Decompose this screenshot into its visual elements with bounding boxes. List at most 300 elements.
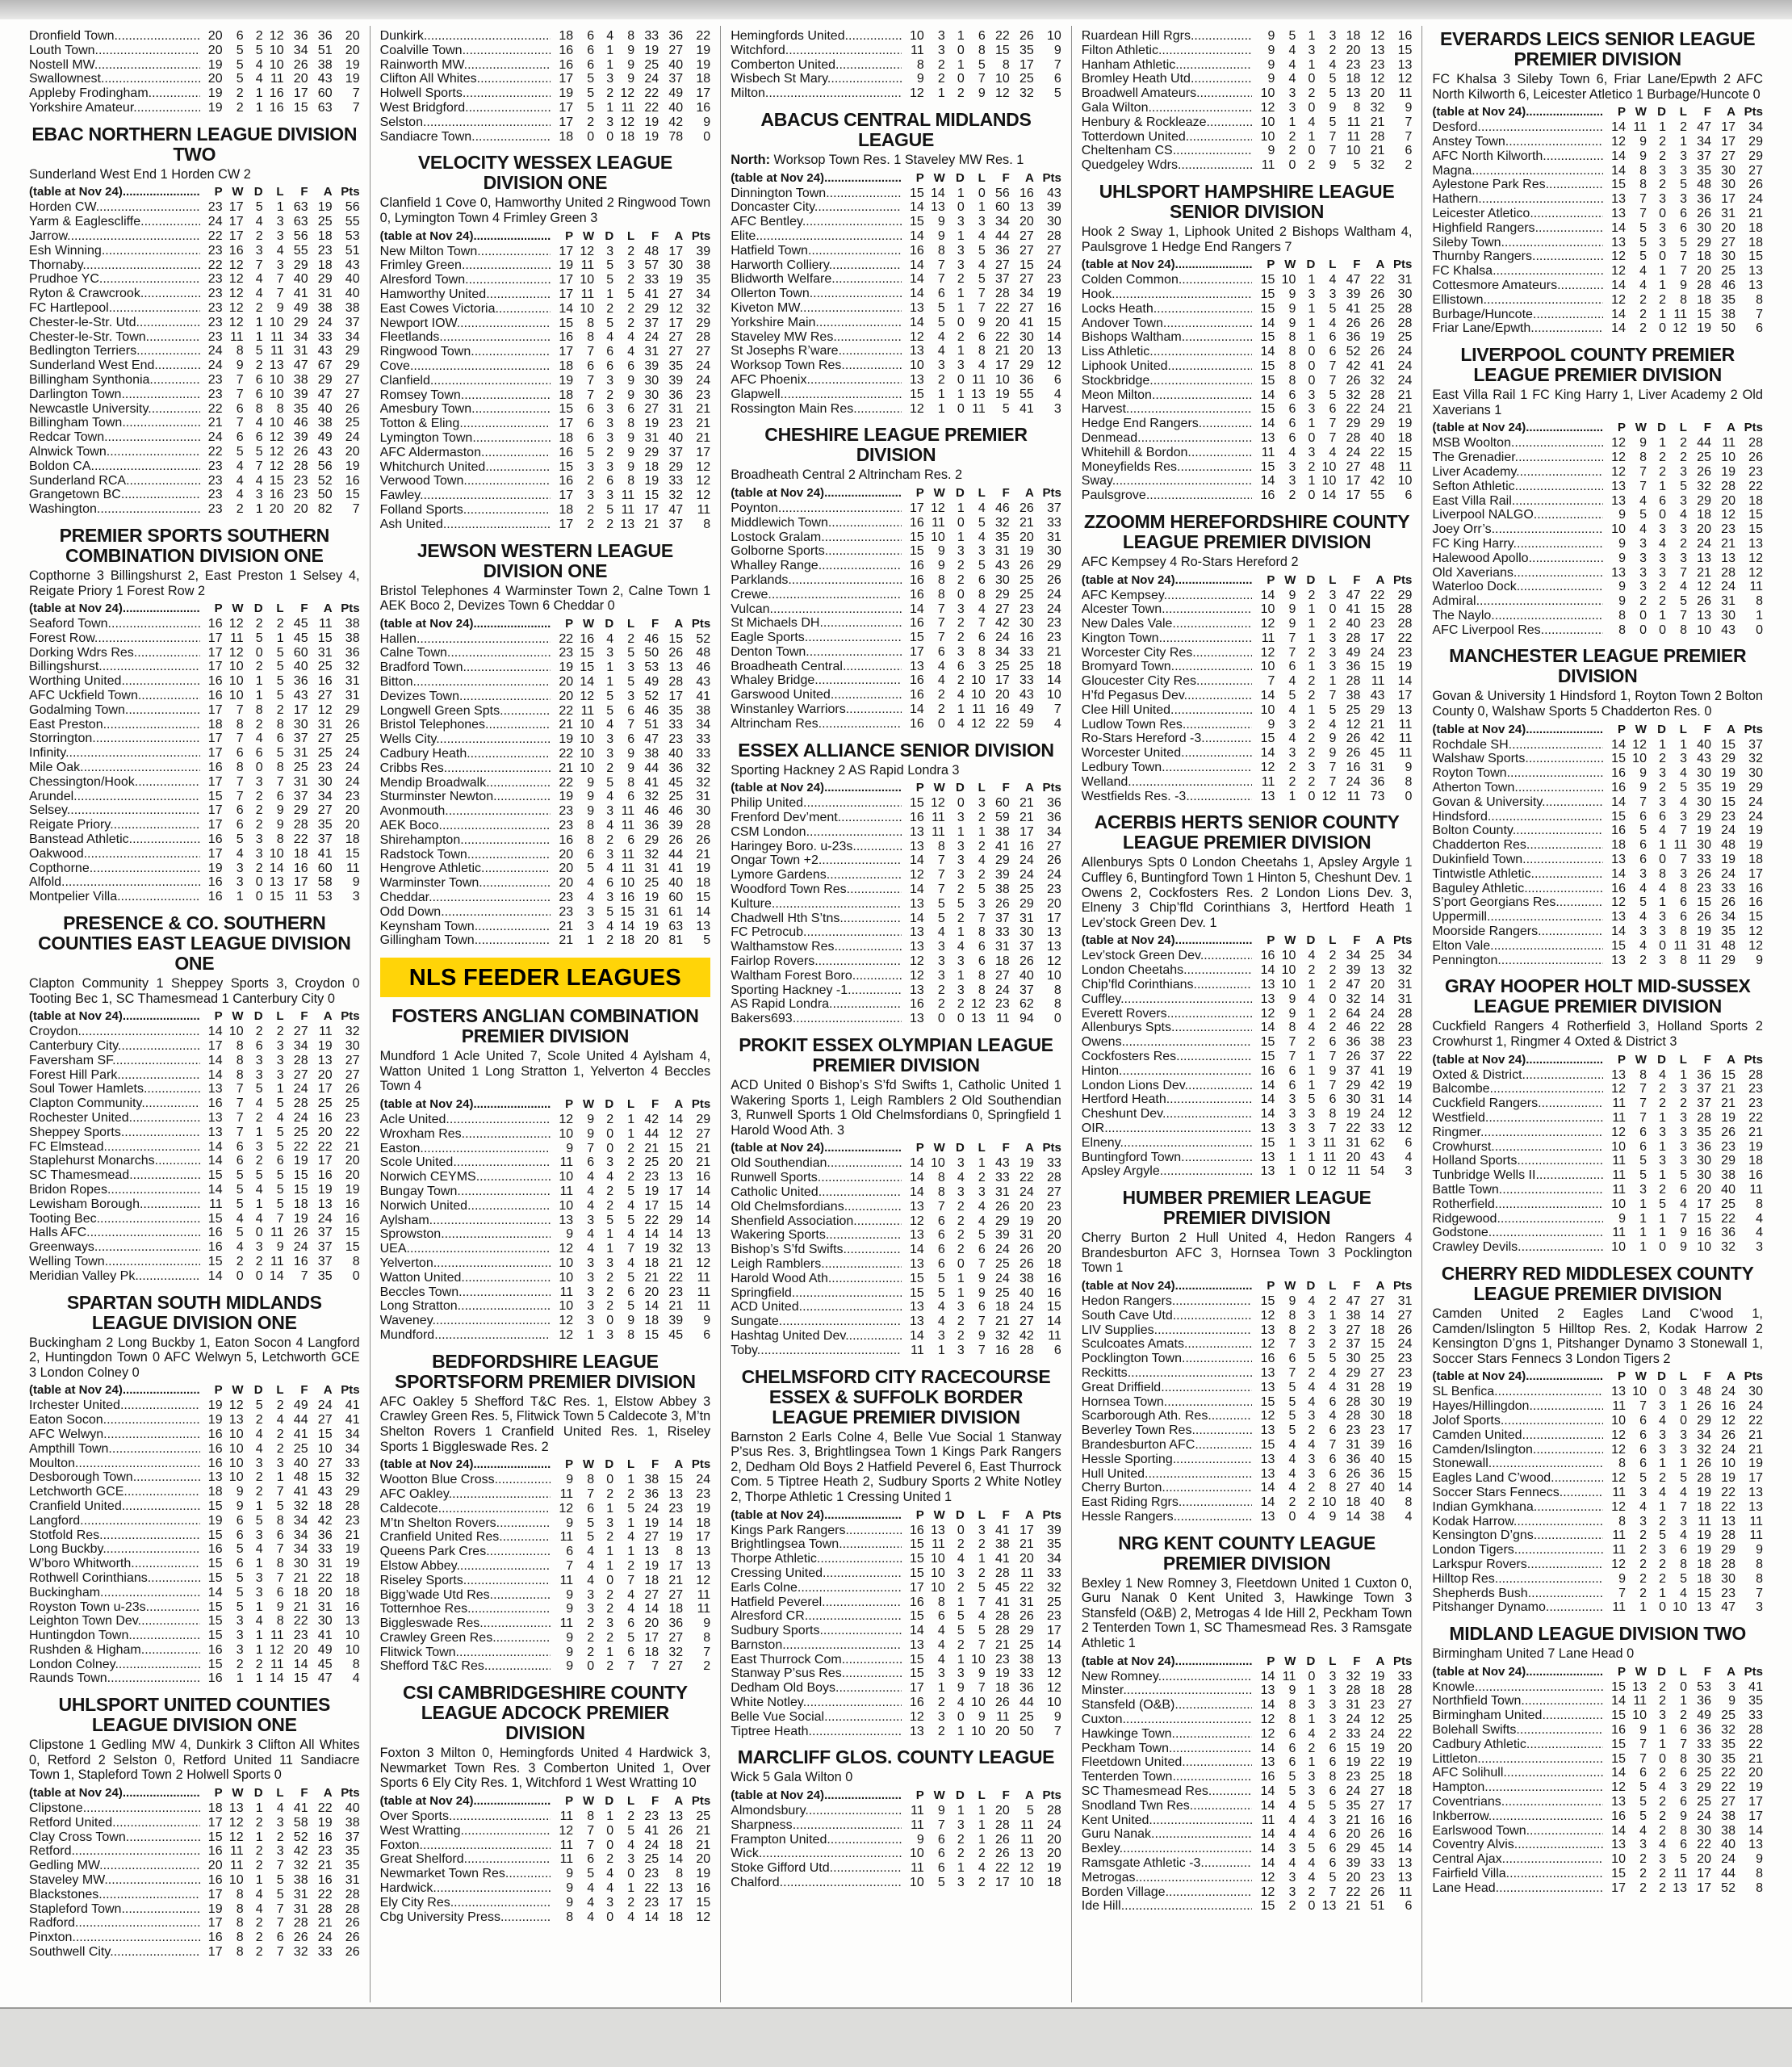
table-row (1432, 838, 1763, 853)
stat-w: 8 (236, 344, 244, 358)
stat-w: 4 (1288, 1827, 1296, 1842)
stat-p: 11 (559, 1573, 574, 1587)
column-header-f: F (651, 1457, 659, 1472)
stat-f: 44 (1697, 436, 1711, 451)
stat-p: 19 (207, 1901, 223, 1916)
stat-f: 27 (1346, 1481, 1361, 1495)
stat-l: 5 (276, 645, 284, 660)
stat-f: 24 (994, 983, 1010, 997)
stat-f: 23 (644, 1895, 659, 1910)
stat-p: 13 (1260, 1365, 1275, 1380)
stat-pts: 36 (345, 645, 360, 660)
stat-f: 18 (644, 459, 659, 474)
table-row (29, 1916, 360, 1931)
stat-d: 3 (1659, 795, 1666, 809)
stat-a: 17 (317, 1154, 333, 1168)
stat-l: 9 (627, 388, 635, 402)
stat-l: 5 (978, 1624, 986, 1638)
intro-text: Bristol Telephones 4 Warminster Town 2, Calne Town 1 AEK Boco 2, Devizes Town 6 Cheddar 0 (379, 583, 711, 614)
stat-pts: 7 (352, 86, 360, 101)
table-row (1082, 1164, 1413, 1179)
stat-l: 9 (978, 86, 986, 101)
stat-p: 14 (1611, 163, 1626, 178)
stat-d: 2 (606, 1602, 614, 1616)
column-header-p: P (1617, 105, 1626, 119)
stat-f: 34 (1697, 1428, 1711, 1442)
stat-p: 13 (909, 1724, 924, 1738)
stat-a: 26 (1370, 316, 1385, 330)
stat-l: 14 (1321, 488, 1337, 503)
stat-l: 2 (1680, 436, 1687, 451)
team-name: East Riding Rgrs ..... (1082, 1495, 1253, 1510)
stat-d: 2 (1659, 1557, 1666, 1571)
stat-a: 49 (1019, 702, 1034, 717)
team-name: Bungay Town ..... (380, 1184, 551, 1199)
stat-a: 37 (317, 1254, 333, 1268)
stat-a: 10 (1721, 1457, 1735, 1471)
stat-d: 2 (1659, 1880, 1666, 1895)
stat-d: 0 (1308, 100, 1316, 115)
stat-w: 11 (580, 703, 595, 718)
stat-f: 16 (1346, 761, 1361, 775)
stat-p: 20 (559, 847, 574, 862)
team-name: Waltham Forest Boro ..... (731, 969, 902, 983)
stat-d: 4 (1308, 1021, 1316, 1035)
stat-d: 2 (255, 1945, 263, 1960)
stat-l: 4 (627, 1227, 635, 1242)
column-header-f: F (1002, 1788, 1010, 1803)
stat-w: 7 (1639, 1399, 1647, 1414)
table-row (380, 790, 711, 804)
stat-l: 7 (1329, 689, 1337, 703)
stat-d: 1 (606, 675, 614, 690)
stat-a: 24 (1721, 824, 1735, 838)
table-row (29, 416, 360, 430)
stat-a: 13 (1019, 200, 1034, 215)
stat-p: 17 (207, 1039, 223, 1054)
stat-pts: 17 (696, 445, 711, 459)
stat-pts: 11 (1749, 580, 1763, 594)
stat-p: 23 (207, 473, 223, 488)
table-row (380, 1559, 711, 1574)
table-row (29, 358, 360, 373)
stat-f: 20 (1346, 1870, 1361, 1885)
stat-d: 1 (1308, 1006, 1316, 1021)
column-header-d: D (1306, 1654, 1316, 1668)
stat-l: 8 (276, 832, 284, 847)
table-row (1082, 1784, 1413, 1799)
stat-d: 1 (957, 387, 965, 401)
stat-pts: 0 (1405, 789, 1413, 803)
stat-l: 3 (276, 1844, 284, 1859)
stat-p: 11 (1612, 1543, 1626, 1558)
stat-p: 16 (1260, 1770, 1275, 1784)
stat-pts: 19 (696, 43, 711, 57)
stat-p: 8 (1618, 1514, 1626, 1528)
stat-l: 4 (627, 330, 635, 345)
table-row (380, 1659, 711, 1674)
stat-w: 2 (937, 983, 945, 997)
table-row (1082, 1856, 1413, 1871)
team-name: Reckitts ..... (1082, 1366, 1253, 1381)
team-name: Liphook United ..... (1082, 359, 1253, 374)
stat-l: 2 (627, 1809, 635, 1824)
stat-f: 18 (1346, 1495, 1361, 1510)
stat-a: 25 (1019, 587, 1034, 602)
stat-l: 12 (269, 444, 284, 459)
stat-pts: 2 (1405, 158, 1413, 173)
stat-a: 18 (317, 1499, 333, 1513)
stat-pts: 31 (345, 689, 360, 703)
table-row (1432, 135, 1763, 149)
team-name: New Milton Town ..... (380, 245, 551, 259)
column-header-d: D (605, 1794, 614, 1809)
team-name: East Cowes Victoria ..... (380, 302, 551, 317)
stat-l: 8 (1680, 953, 1687, 967)
stat-d: 0 (1308, 72, 1316, 86)
stat-d: 2 (1308, 158, 1316, 173)
team-name: Worthing United ..... (29, 674, 200, 689)
stat-a: 24 (317, 1398, 333, 1413)
table-row (731, 258, 1061, 273)
table-row (29, 775, 360, 790)
table-row (731, 645, 1061, 660)
stat-pts: 10 (1397, 474, 1413, 488)
stat-w: 6 (937, 1214, 945, 1228)
team-name: Faversham SF ..... (29, 1054, 200, 1068)
stat-p: 23 (207, 287, 223, 301)
stat-a: 23 (668, 1285, 684, 1299)
stat-w: 1 (236, 1671, 244, 1686)
stat-l: 7 (1680, 824, 1687, 838)
stat-pts: 13 (1748, 1485, 1763, 1499)
team-name: AFC Uckfield Town ..... (29, 689, 200, 703)
stat-a: 18 (668, 1602, 684, 1616)
table-row (29, 1499, 360, 1514)
stat-f: 39 (1346, 1856, 1361, 1871)
stat-w: 6 (937, 1228, 945, 1243)
intro-text: Clanfield 1 Cove 0, Hamworthy United 2 Ringwood Town 0, Lymington Town 4 Frimley Green 3 (379, 195, 711, 225)
stat-d: 6 (606, 474, 614, 488)
team-name: MSB Woolton ..... (1432, 436, 1603, 451)
stat-l: 1 (627, 1113, 635, 1126)
stat-pts: 24 (345, 761, 360, 775)
stat-w: 1 (937, 86, 945, 101)
stat-pts: 27 (1397, 1308, 1413, 1323)
stat-l: 10 (269, 57, 284, 72)
stat-f: 35 (1697, 163, 1711, 178)
stat-a: 45 (317, 1657, 333, 1671)
table-row (1432, 752, 1763, 766)
stat-a: 29 (1019, 1624, 1034, 1638)
stat-d: 3 (1659, 163, 1666, 178)
stat-p: 14 (909, 1243, 924, 1257)
stat-a: 28 (1370, 1380, 1385, 1394)
stat-p: 14 (207, 1053, 223, 1067)
stat-d: 1 (1659, 1139, 1666, 1154)
stat-pts: 20 (1046, 1243, 1061, 1257)
stat-pts: 12 (1748, 924, 1763, 939)
table-row (29, 1428, 360, 1442)
stat-f: 20 (1697, 1852, 1711, 1867)
stat-a: 15 (668, 1141, 684, 1155)
stat-f: 22 (1346, 1885, 1361, 1899)
stat-l: 7 (1329, 129, 1337, 144)
column-header-pts: Pts (1042, 1788, 1061, 1803)
stat-d: 0 (1308, 358, 1316, 373)
stat-a: 41 (317, 846, 333, 861)
column-header-d: D (605, 1097, 614, 1111)
stat-w: 14 (930, 186, 945, 200)
stat-f: 24 (644, 330, 659, 345)
stat-pts: 16 (1397, 1813, 1413, 1827)
stat-f: 30 (1346, 1352, 1361, 1366)
stat-w: 8 (1288, 345, 1296, 359)
table-row (1432, 249, 1763, 264)
team-name: Grangetown BC ..... (29, 488, 200, 502)
stat-l: 13 (970, 1012, 986, 1026)
table-date-label: (table at Nov 24) ..... (731, 1507, 902, 1524)
stat-a: 25 (1019, 659, 1034, 673)
stat-pts: 20 (345, 818, 360, 832)
stat-d: 3 (1659, 1709, 1666, 1723)
stat-p: 10 (1260, 602, 1275, 617)
stat-p: 13 (1611, 192, 1626, 207)
stat-p: 12 (1611, 1428, 1626, 1442)
stat-a: 31 (317, 1600, 333, 1614)
stat-a: 21 (1370, 115, 1385, 129)
stat-a: 13 (1721, 551, 1735, 565)
stat-d: 3 (1308, 1698, 1316, 1713)
stat-w: 7 (236, 1111, 244, 1125)
stat-w: 1 (1288, 1150, 1296, 1164)
stat-pts: 30 (1748, 1385, 1763, 1399)
table-row (1082, 1770, 1413, 1784)
stat-a: 19 (1019, 1214, 1034, 1228)
stat-w: 3 (587, 1213, 595, 1227)
table-row (1432, 1126, 1763, 1140)
intro-text: Buckingham 2 Long Buckby 1, Eaton Socon 4 Langford 2, Huntingdon Town 0 AFC Welwyn 5, Letchworth GCE 3 London Colney 0 (29, 1335, 360, 1380)
stat-f: 29 (644, 301, 659, 316)
stat-d: 0 (606, 1838, 614, 1852)
stat-f: 36 (1697, 1067, 1711, 1082)
stat-d: 0 (606, 1910, 614, 1924)
team-name: Frimley Green ..... (380, 258, 551, 273)
section-title: ESSEX ALLIANCE SENIOR DIVISION (738, 739, 1054, 761)
league-section (380, 1683, 711, 1924)
stat-a: 14 (668, 1516, 684, 1530)
stat-a: 44 (668, 847, 684, 862)
stat-a: 11 (1020, 1832, 1034, 1847)
stat-p: 16 (1611, 766, 1626, 781)
stat-l: 6 (627, 790, 635, 804)
stat-l: 1 (627, 1516, 635, 1530)
stat-p: 12 (1611, 1471, 1626, 1486)
stat-l: 6 (1329, 1755, 1337, 1770)
stat-l: 3 (1680, 1154, 1687, 1168)
table-date-label: (table at Nov 24) ..... (1082, 572, 1253, 589)
team-name: LIV Supplies ..... (1082, 1323, 1253, 1338)
stat-w: 9 (1288, 602, 1296, 617)
column-header-pts: Pts (341, 185, 360, 199)
stat-pts: 53 (345, 229, 360, 243)
stat-a: 13 (317, 1197, 333, 1211)
stat-l: 5 (1680, 781, 1687, 795)
stat-pts: 46 (696, 660, 711, 675)
team-name: Snodland Twn Res. ..... (1082, 1799, 1253, 1813)
stat-d: 0 (1659, 249, 1666, 264)
table-header-row (29, 601, 360, 617)
table-row (1082, 1136, 1413, 1151)
stat-p: 15 (1260, 402, 1275, 417)
stat-a: 19 (317, 200, 333, 215)
table-row (1432, 1068, 1763, 1083)
team-name: Greenways ..... (29, 1240, 200, 1255)
stat-pts: 11 (697, 1285, 711, 1299)
stat-w: 6 (236, 1513, 244, 1528)
table-row (731, 1300, 1061, 1314)
stat-w: 5 (587, 86, 595, 101)
stat-f: 21 (644, 1141, 659, 1155)
stat-l: 2 (276, 1427, 284, 1441)
stat-d: 0 (1308, 373, 1316, 388)
stat-l: 9 (978, 1271, 986, 1285)
stat-w: 6 (236, 1557, 244, 1571)
stat-a: 62 (1019, 997, 1034, 1012)
stat-l: 1 (1680, 737, 1687, 752)
league-section (29, 1695, 360, 1960)
stat-pts: 21 (1748, 1751, 1763, 1766)
team-name: Battle Town ..... (1432, 1183, 1603, 1197)
stat-l: 8 (1329, 1481, 1337, 1495)
stat-pts: 14 (1046, 673, 1061, 688)
team-name: Vulcan ..... (731, 602, 902, 617)
stat-pts: 8 (352, 1657, 360, 1671)
stat-f: 15 (293, 1168, 308, 1183)
stat-f: 14 (644, 1602, 659, 1616)
stat-d: 5 (606, 316, 614, 330)
stat-a: 50 (317, 488, 333, 502)
stat-l: 2 (627, 631, 635, 646)
stat-a: 23 (1370, 617, 1385, 631)
team-name: UEA ..... (380, 1242, 551, 1256)
stat-l: 5 (627, 646, 635, 660)
stat-w: 9 (1288, 992, 1296, 1006)
stat-w: 10 (1281, 963, 1296, 978)
stat-d: 3 (1659, 235, 1666, 249)
stat-f: 37 (1697, 149, 1711, 163)
stat-p: 15 (1260, 1135, 1275, 1150)
stat-p: 15 (909, 1609, 924, 1624)
stat-p: 16 (207, 617, 223, 631)
stat-pts: 33 (345, 1456, 360, 1470)
stat-a: 12 (1721, 508, 1735, 522)
stat-pts: 32 (345, 660, 360, 674)
table-row (1432, 781, 1763, 795)
stat-w: 7 (1288, 1337, 1296, 1352)
table-date-label: (table at Nov 24) ..... (29, 601, 200, 617)
stat-w: 3 (1288, 1107, 1296, 1122)
team-name: Hilltop Res. ..... (1432, 1572, 1603, 1587)
stat-f: 25 (644, 1852, 659, 1867)
column-header-p: P (214, 602, 223, 616)
stat-f: 28 (994, 1818, 1010, 1832)
team-name: Thurnby Rangers ..... (1432, 249, 1603, 264)
table-row (29, 1140, 360, 1155)
stat-a: 16 (317, 1168, 333, 1183)
stat-a: 25 (1019, 1637, 1034, 1652)
stat-p: 9 (1618, 551, 1626, 565)
stat-w: 9 (1639, 1723, 1647, 1738)
league-section (731, 425, 1061, 731)
stat-f: 28 (1697, 1471, 1711, 1486)
stat-a: 25 (668, 790, 684, 804)
table-header-row (380, 229, 711, 245)
stat-f: 10 (1697, 1240, 1711, 1255)
stat-a: 29 (668, 1213, 684, 1227)
team-name: Appleby Frodingham ..... (29, 86, 200, 101)
stat-pts: 0 (352, 1268, 360, 1283)
stat-a: 40 (1370, 1452, 1385, 1466)
team-name: Locks Heath ..... (1082, 302, 1253, 317)
team-name: Welling Town ..... (29, 1255, 200, 1269)
stat-d: 1 (255, 1557, 263, 1571)
table-row (1432, 236, 1763, 250)
stat-p: 10 (909, 29, 924, 43)
table-header-row (731, 1507, 1061, 1524)
stat-p: 15 (909, 544, 924, 559)
stat-f: 32 (1346, 388, 1361, 402)
stat-w: 6 (236, 818, 244, 832)
stat-f: 38 (644, 1473, 659, 1487)
table-row (380, 1155, 711, 1170)
table-row (1082, 1438, 1413, 1453)
stat-l: 9 (627, 43, 635, 57)
stat-d: 2 (606, 1486, 614, 1501)
stat-l: 4 (276, 243, 284, 258)
stat-p: 10 (1260, 86, 1275, 101)
stat-l: 10 (1673, 1600, 1687, 1615)
stat-l: 3 (276, 1456, 284, 1470)
section-title: ACERBIS HERTS SENIOR COUNTY LEAGUE PREMIER DIVISION (1094, 811, 1400, 853)
stat-l: 3 (1680, 1428, 1687, 1442)
team-name: Pitshanger Dynamo ..... (1432, 1600, 1603, 1615)
team-name: Clay Cross Town ..... (29, 1830, 200, 1845)
stat-d: 2 (1659, 1795, 1666, 1809)
stat-l: 5 (1680, 594, 1687, 609)
column-header-a: A (674, 229, 684, 243)
table-row (29, 746, 360, 761)
stat-f: 31 (293, 1887, 308, 1901)
stat-p: 19 (207, 100, 223, 115)
stat-w: 7 (1639, 1737, 1647, 1751)
table-row (1432, 1587, 1763, 1601)
column-header-w: W (933, 1788, 945, 1803)
column-header-d: D (253, 1786, 263, 1801)
stat-f: 27 (1346, 1323, 1361, 1337)
stat-p: 11 (1612, 1182, 1626, 1197)
stat-d: 1 (1308, 631, 1316, 645)
stat-f: 32 (1346, 1669, 1361, 1683)
stat-l: 4 (276, 1801, 284, 1816)
stat-l: 6 (276, 732, 284, 746)
stat-p: 15 (909, 215, 924, 229)
team-name: Forest Hill Park ..... (29, 1068, 200, 1083)
column-header-d: D (605, 616, 614, 631)
stat-d: 0 (957, 587, 965, 602)
stat-p: 9 (1618, 1211, 1626, 1226)
results-intro (1432, 388, 1763, 417)
